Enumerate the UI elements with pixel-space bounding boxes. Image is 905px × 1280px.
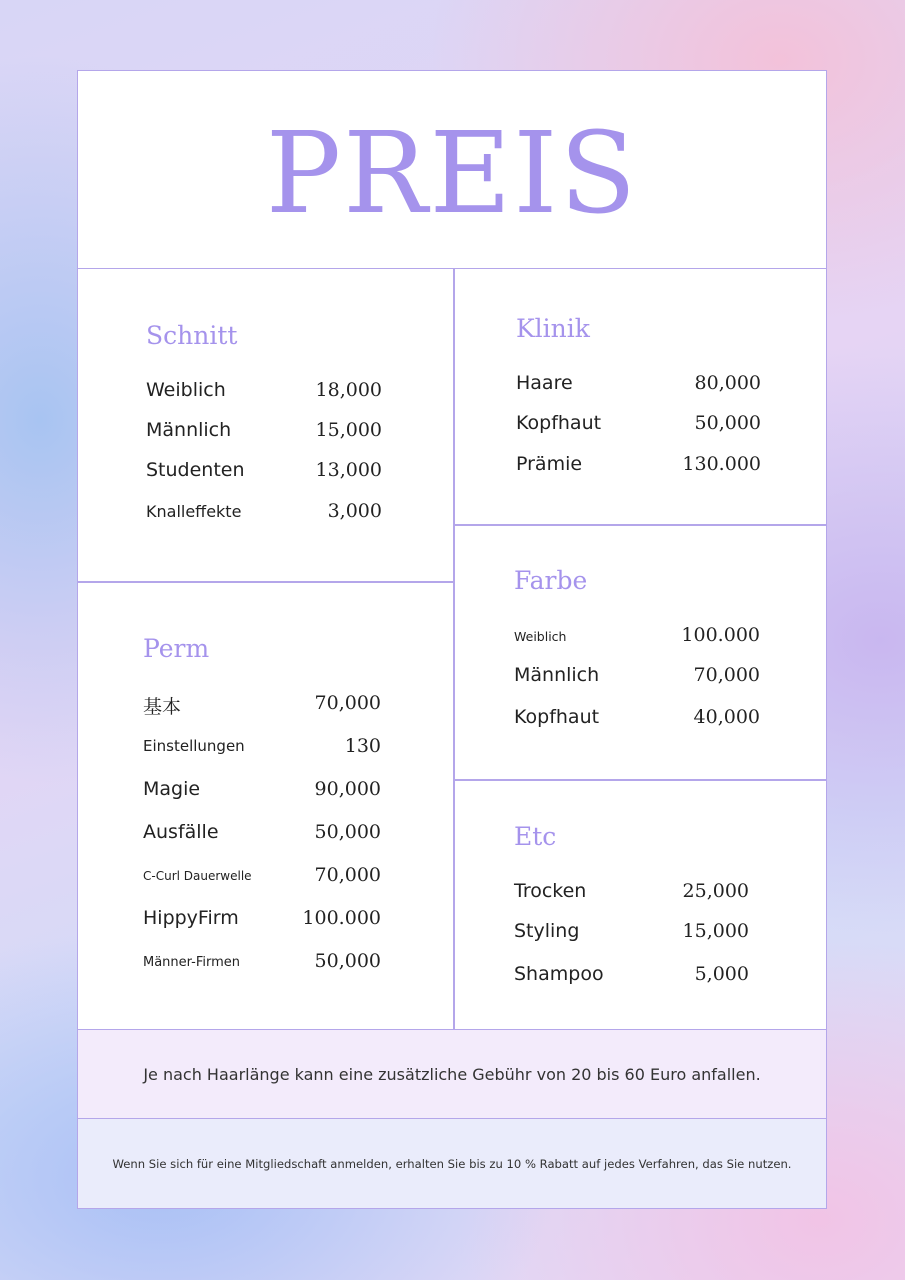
- section-farbe: [514, 566, 760, 736]
- item-name: 基本: [143, 696, 182, 718]
- item-price: 50,000: [314, 950, 381, 972]
- item-name: Männlich: [146, 419, 232, 441]
- item-price: 3,000: [327, 500, 382, 522]
- item-name: Einstellungen: [143, 737, 245, 755]
- item-name: Männlich: [514, 664, 600, 686]
- item-name: Magie: [143, 778, 201, 800]
- item-price: 70,000: [693, 664, 760, 686]
- section-title-etc: Etc: [514, 822, 557, 851]
- title-box: [78, 71, 826, 269]
- item-name: C-Curl Dauerwelle: [143, 869, 252, 883]
- item-price: 15,000: [682, 920, 749, 942]
- item-name: Weiblich: [146, 379, 226, 401]
- section-title-klinik: Klinik: [516, 314, 590, 343]
- page-title: PREIS: [265, 108, 639, 239]
- price-row: [143, 692, 381, 722]
- item-price: 5,000: [694, 963, 749, 985]
- item-name: Kopfhaut: [516, 412, 602, 434]
- price-row: [143, 778, 381, 808]
- section-title-perm: Perm: [143, 634, 210, 663]
- item-name: Styling: [514, 920, 580, 942]
- item-price: 90,000: [314, 778, 381, 800]
- price-row: [516, 372, 761, 402]
- item-name: Knalleffekte: [146, 502, 242, 521]
- hair-length-note-text: Je nach Haarlänge kann eine zusätzliche Gebühr von 20 bis 60 Euro anfallen.: [143, 1064, 761, 1084]
- membership-note: [78, 1119, 826, 1208]
- item-name: Kopfhaut: [514, 706, 600, 728]
- item-name: Trocken: [514, 880, 587, 902]
- item-price: 15,000: [315, 419, 382, 441]
- item-price: 50,000: [314, 821, 381, 843]
- item-name: Haare: [516, 372, 573, 394]
- section-klinik: [516, 314, 761, 484]
- membership-note-text: Wenn Sie sich für eine Mitgliedschaft anmelden, erhalten Sie bis zu 10 % Rabatt auf jedes Verfahren, das Sie nutzen.: [112, 1156, 792, 1171]
- price-row: [146, 500, 382, 530]
- hair-length-note: [78, 1029, 826, 1119]
- item-name: Weiblich: [514, 629, 567, 644]
- section-title-farbe: Farbe: [514, 566, 588, 595]
- price-row: [516, 453, 761, 483]
- price-row: [514, 664, 760, 694]
- section-etc: [514, 822, 749, 992]
- item-name: Shampoo: [514, 963, 604, 985]
- price-row: [143, 821, 381, 851]
- item-name: HippyFirm: [143, 907, 239, 929]
- item-price: 25,000: [682, 880, 749, 902]
- item-price: 50,000: [694, 412, 761, 434]
- item-name: Männer-Firmen: [143, 955, 241, 970]
- item-price: 70,000: [314, 864, 381, 886]
- item-name: Studenten: [146, 459, 245, 481]
- price-list-card: [77, 70, 827, 1209]
- item-price: 100.000: [302, 907, 381, 929]
- price-row: [146, 379, 382, 409]
- price-row: [146, 459, 382, 489]
- price-row: [143, 864, 381, 894]
- price-row: [143, 950, 381, 980]
- section-title-schnitt: Schnitt: [146, 321, 238, 350]
- section-divider-right-2: [453, 779, 826, 781]
- price-row: [514, 963, 749, 993]
- item-price: 18,000: [315, 379, 382, 401]
- item-price: 40,000: [693, 706, 760, 728]
- price-row: [514, 920, 749, 950]
- price-row: [514, 706, 760, 736]
- section-schnitt: [146, 321, 382, 551]
- price-row: [143, 907, 381, 937]
- item-price: 130.000: [682, 453, 761, 475]
- item-price: 70,000: [314, 692, 381, 714]
- item-price: 80,000: [694, 372, 761, 394]
- price-row: [143, 735, 381, 765]
- price-row: [514, 624, 760, 654]
- column-divider: [453, 268, 455, 1030]
- item-price: 13,000: [315, 459, 382, 481]
- item-price: 100.000: [681, 624, 760, 646]
- price-row: [514, 880, 749, 910]
- item-price: 130: [344, 735, 381, 757]
- section-perm: [143, 634, 381, 984]
- item-name: Ausfälle: [143, 821, 219, 843]
- item-name: Prämie: [516, 453, 583, 475]
- section-divider-left: [78, 581, 453, 583]
- price-row: [146, 419, 382, 449]
- price-row: [516, 412, 761, 442]
- section-divider-right-1: [453, 524, 826, 526]
